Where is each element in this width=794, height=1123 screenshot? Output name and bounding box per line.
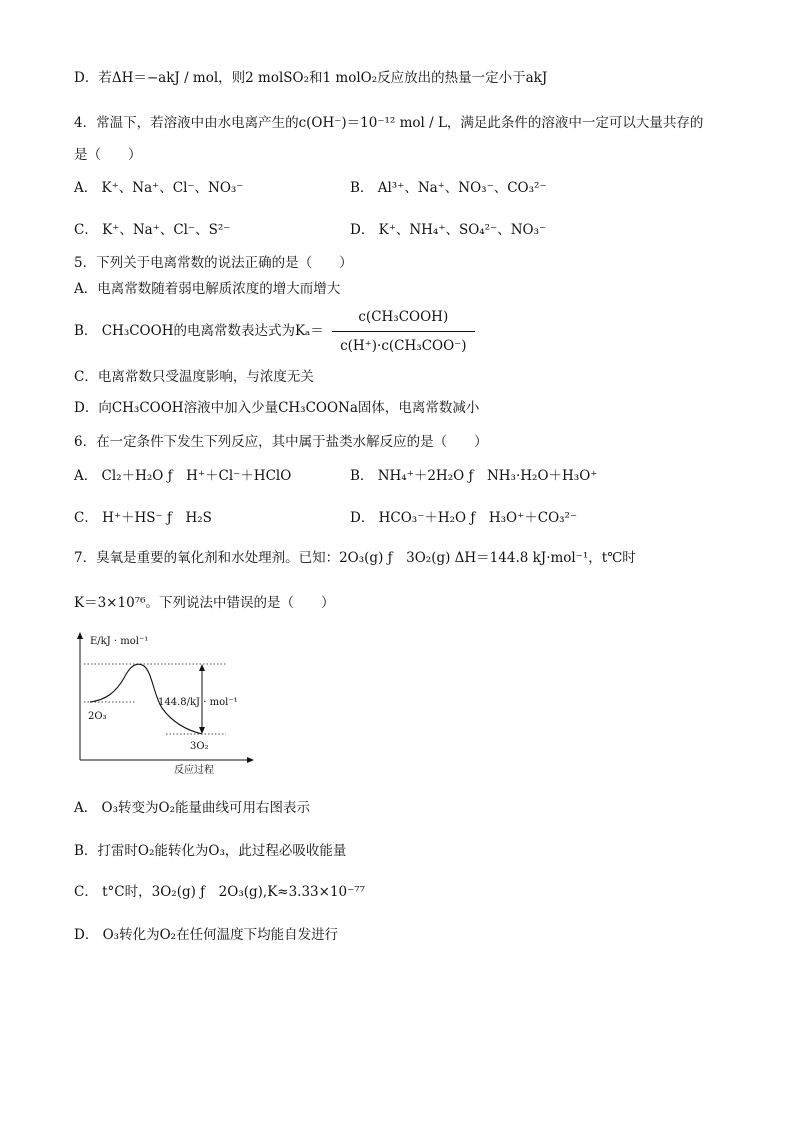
question-5-option-b <box>74 306 475 357</box>
question-5-stem: 5．下列关于电离常数的说法正确的是（ ） <box>74 255 353 271</box>
option-b-prefix: B． CH₃COOH的电离常数表达式为Kₐ＝ <box>74 323 324 339</box>
x-axis-label: 反应过程 <box>174 765 214 776</box>
question-6-stem: 6．在一定条件下发生下列反应，其中属于盐类水解反应的是（ ） <box>74 434 488 450</box>
x-axis-arrow <box>247 757 254 763</box>
question-6-option-a: A． Cl₂＋H₂O ƒ H⁺＋Cl⁻＋HClO <box>74 468 292 484</box>
product-label: 3O₂ <box>190 741 209 752</box>
ka-fraction <box>332 306 474 357</box>
question-5-option-c: C．电离常数只受温度影响，与浓度无关 <box>74 369 314 385</box>
question-7-option-b: B．打雷时O₂能转化为O₃，此过程必吸收能量 <box>74 843 347 859</box>
question-4-option-d: D． K⁺、NH₄⁺、SO₄²⁻、NO₃⁻ <box>350 222 547 238</box>
question-4-option-c: C． K⁺、Na⁺、Cl⁻、S²⁻ <box>74 222 231 238</box>
question-7-stem-cont: K＝3×10⁷⁶。下列说法中错误的是（ ） <box>74 595 335 611</box>
question-7-option-c: C． t°C时，3O₂(g) ƒ 2O₃(g),K≈3.33×10⁻⁷⁷ <box>74 884 366 900</box>
question-4-stem: 4．常温下，若溶液中由水电离产生的c(OH⁻)＝10⁻¹² mol / L，满足此条件的溶液中一定可以大量共存的 <box>74 115 704 131</box>
question-7-option-a: A． O₃转变为O₂能量曲线可用右图表示 <box>74 800 310 816</box>
y-axis-arrow <box>77 632 83 639</box>
fraction-denominator: c(H⁺)·c(CH₃COO⁻) <box>340 338 467 354</box>
fraction-numerator: c(CH₃COOH) <box>332 306 474 332</box>
delta-arrow-top <box>199 664 205 671</box>
y-axis-label: E/kJ · mol⁻¹ <box>90 636 149 647</box>
question-7-stem: 7．臭氧是重要的氧化剂和水处理剂。已知：2O₃(g) ƒ 3O₂(g) ΔH＝144.8 kJ·mol⁻¹，t℃时 <box>74 550 636 566</box>
question-3-option-d: D．若ΔH＝−akJ / mol，则2 molSO₂和1 molO₂反应放出的热量一定小于akJ <box>74 70 548 86</box>
question-5-option-d: D．向CH₃COOH溶液中加入少量CH₃COONa固体，电离常数减小 <box>74 400 480 416</box>
reactant-label: 2O₃ <box>88 711 107 722</box>
question-7-option-d: D． O₃转化为O₂在任何温度下均能自发进行 <box>74 927 339 943</box>
question-4-option-b: B． Al³⁺、Na⁺、NO₃⁻、CO₃²⁻ <box>350 180 547 196</box>
question-6-option-c: C． H⁺＋HS⁻ ƒ H₂S <box>74 510 212 526</box>
question-4-stem-cont: 是（ ） <box>74 147 142 163</box>
question-6-option-b: B． NH₄⁺＋2H₂O ƒ NH₃·H₂O＋H₃O⁺ <box>350 468 598 484</box>
question-4-option-a: A． K⁺、Na⁺、Cl⁻、NO₃⁻ <box>74 180 244 196</box>
energy-diagram <box>76 632 256 778</box>
question-6-option-d: D． HCO₃⁻＋H₂O ƒ H₃O⁺＋CO₃²⁻ <box>350 510 578 526</box>
question-5-option-a: A．电离常数随着弱电解质浓度的增大而增大 <box>74 281 341 297</box>
delta-label: 144.8/kJ · mol⁻¹ <box>158 697 238 708</box>
